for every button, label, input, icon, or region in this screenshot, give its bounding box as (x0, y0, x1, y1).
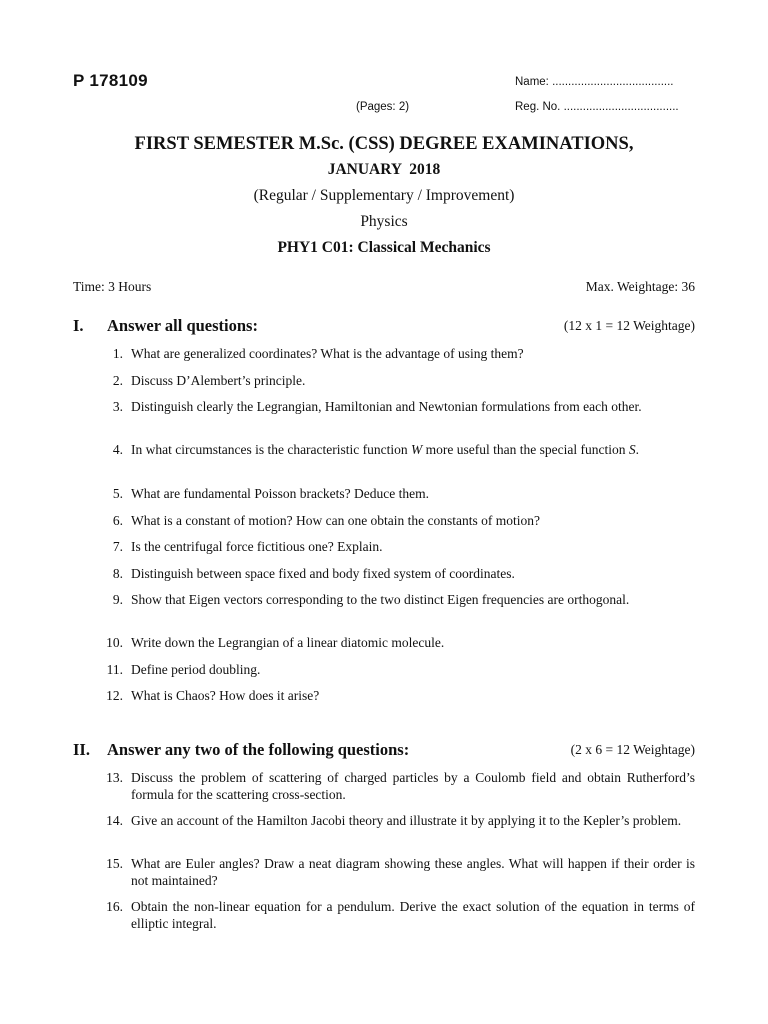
math-variable-w: W (411, 442, 423, 457)
question-text: Distinguish clearly the Legrangian, Hamiltonian and Newtonian formulations from each other. (131, 399, 642, 414)
question-text (131, 442, 695, 459)
question-text: Discuss the problem of scattering of charged particles by a Coulomb field and obtain Rutherford’s formula for the scattering cross-section. (131, 770, 695, 802)
exam-date: JANUARY 2018 (327, 161, 441, 178)
name-field: Name: ...................................... (515, 76, 674, 88)
question-number: 13. (106, 770, 123, 785)
question-text: Distinguish between space fixed and body fixed system of coordinates. (131, 566, 515, 581)
section-number: II. (73, 740, 90, 759)
section-weightage: (2 x 6 = 12 Weightage) (570, 742, 695, 757)
question-text: What is a constant of motion? How can one obtain the constants of motion? (131, 513, 541, 528)
section-weightage: (12 x 1 = 12 Weightage) (563, 318, 695, 333)
exam-type: (Regular / Supplementary / Improvement) (253, 187, 515, 204)
question-text: What are Euler angles? Draw a neat diagram showing these angles. What will happen if their order is not maintained? (131, 856, 695, 888)
question-text: Is the centrifugal force fictitious one? Explain. (131, 539, 383, 554)
question-number: 4. (112, 442, 123, 457)
question-number: 5. (112, 486, 123, 501)
question-number: 14. (106, 813, 123, 828)
section-header (73, 316, 695, 338)
question-text: Give an account of the Hamilton Jacobi theory and illustrate it by applying it to the Kepler’s problem. (131, 813, 682, 828)
question-text-part: In what circumstances is the characteristic function (131, 442, 408, 457)
question-text: Obtain the non-linear equation for a pendulum. Derive the exact solution of the equation in terms of elliptic integral. (131, 899, 695, 931)
question-number: 12. (106, 688, 123, 703)
question-number: 10. (106, 635, 123, 650)
course-title: PHY1 C01: Classical Mechanics (277, 239, 491, 256)
question-text-part: more useful than the special function (425, 442, 626, 457)
question-text: What are generalized coordinates? What is the advantage of using them? (131, 346, 524, 361)
question-text: What are fundamental Poisson brackets? Deduce them. (131, 486, 430, 501)
section-1 (73, 316, 695, 703)
question-text-part: . (635, 442, 639, 457)
max-weightage: Max. Weightage: 36 (585, 279, 695, 294)
question-number: 3. (112, 399, 123, 414)
subject: Physics (360, 213, 408, 230)
question-number: 1. (112, 346, 123, 361)
exam-title: FIRST SEMESTER M.Sc. (CSS) DEGREE EXAMINATIONS, (134, 134, 634, 154)
section-title: Answer any two of the following questions: (107, 740, 410, 759)
question-number: 7. (112, 539, 123, 554)
section-number: I. (73, 316, 84, 335)
section-title: Answer all questions: (107, 316, 258, 335)
time-allowed: Time: 3 Hours (73, 279, 152, 294)
question-text: What is Chaos? How does it arise? (131, 688, 320, 703)
question-number: 11. (106, 662, 123, 677)
question-number: 9. (112, 592, 123, 607)
section-header (73, 740, 695, 762)
paper-code: P 178109 (73, 71, 148, 90)
question-number: 15. (106, 856, 123, 871)
question-text: Discuss D’Alembert’s principle. (131, 373, 306, 388)
page-count: (Pages: 2) (356, 101, 410, 113)
question-text: Show that Eigen vectors corresponding to the two distinct Eigen frequencies are orthogonal. (131, 592, 630, 607)
question-number: 6. (112, 513, 123, 528)
math-variable-s: S (628, 442, 636, 457)
reg-no-field: Reg. No. .................................... (515, 101, 679, 113)
question-number: 2. (112, 373, 123, 388)
question-number: 16. (106, 899, 123, 914)
question-number: 8. (112, 566, 123, 581)
question-text: Define period doubling. (131, 662, 261, 677)
question-text: Write down the Legrangian of a linear diatomic molecule. (131, 635, 445, 650)
section-2 (73, 740, 695, 931)
